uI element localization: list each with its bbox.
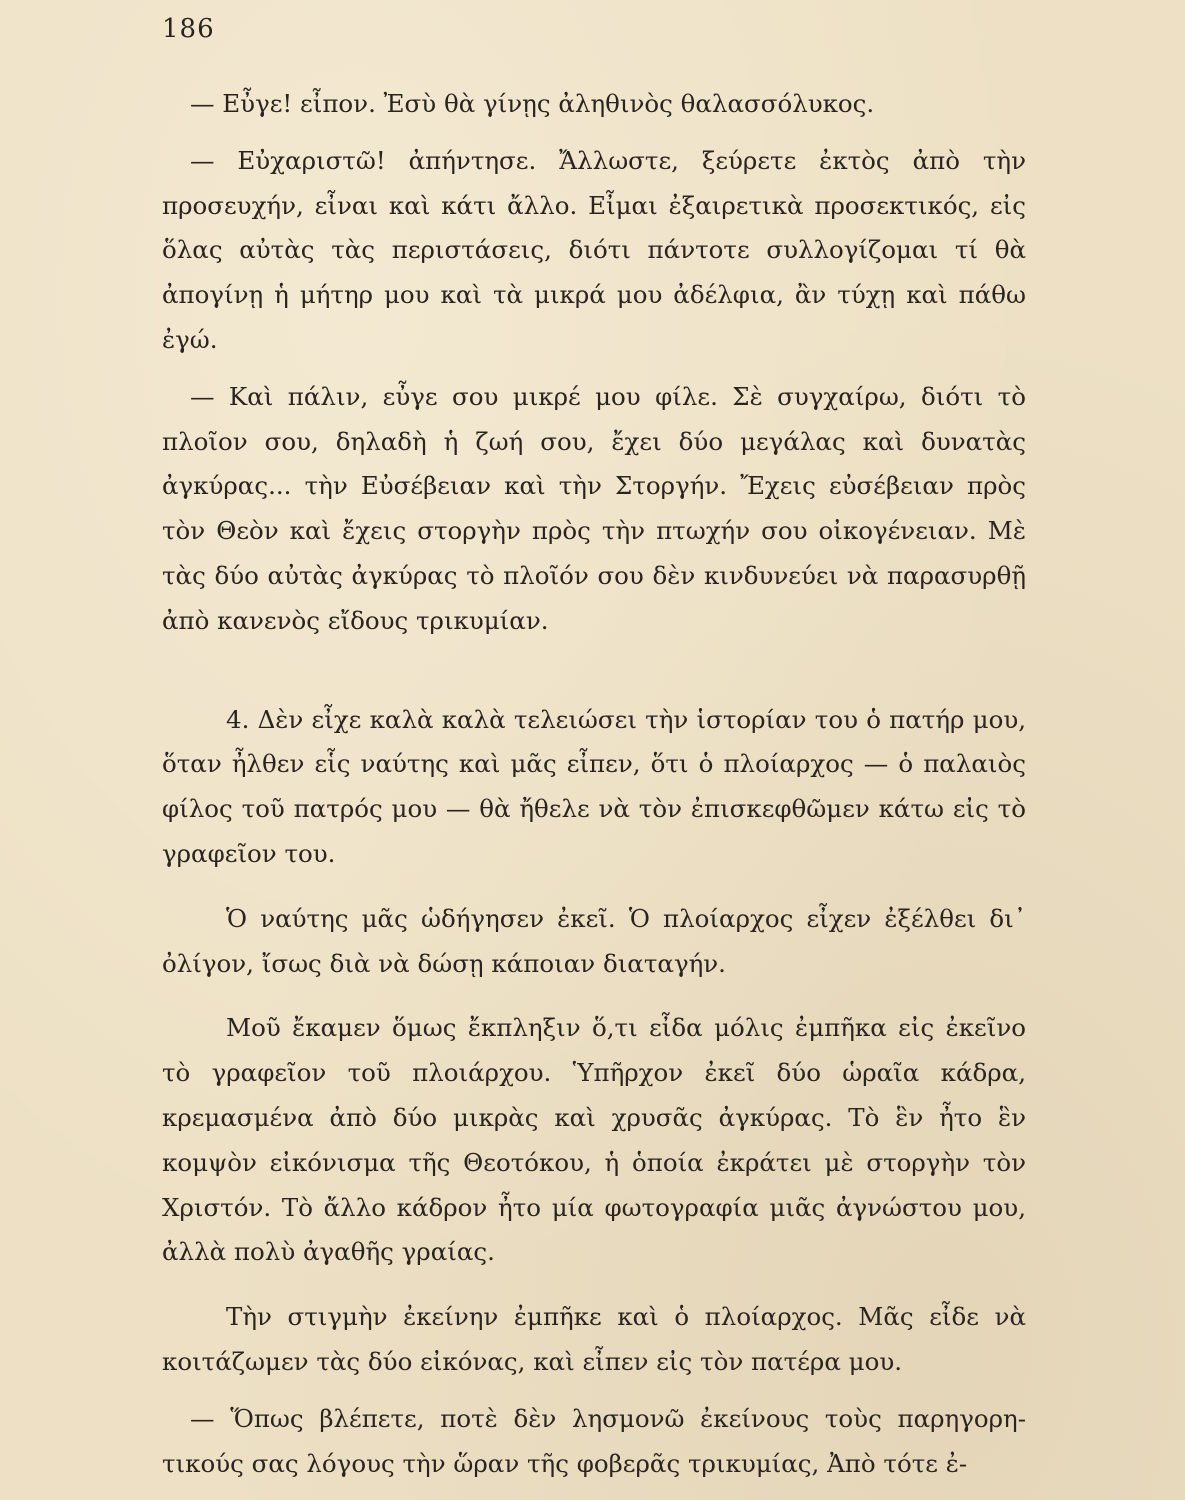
paragraph: — Ὅπως βλέπετε, ποτὲ δὲν λησμονῶ ἐκείνους τοὺς παρηγορητικούς σας λόγους τὴν ὥραν τῆς φοβερᾶς τρικυμίας, Ἀπὸ τότε ἐ-: [162, 1403, 1026, 1478]
body-text: [162, 82, 1026, 1486]
section-4-paragraph: 4. Δὲν εἶχε καλὰ καλὰ τελειώσει τὴν ἱστορίαν του ὁ πατήρ μου, ὅταν ἦλθεν εἷς ναύτης καὶ μᾶς εἶπεν, ὅτι ὁ πλοίαρχος — ὁ παλαιὸς φίλος τοῦ πατρός μου — θὰ ἤθελε νὰ τὸν ἐπισκεφθῶμεν κάτω εἰς τὸ γραφεῖον του.: [162, 704, 1026, 868]
paragraph: Μοῦ ἔκαμεν ὅμως ἔκπληξιν ὅ,τι εἶδα μόλις ἐμπῆκα εἰς ἐκεῖνο τὸ γραφεῖον τοῦ πλοιάρχου. Ὑπῆρχον ἐκεῖ δύο ὡραῖα κάδρα, κρεμασμένα ἀπὸ δύο μικρὰς καὶ χρυσᾶς ἀγκύρας. Τὸ ἓν ἦτο ἓν κομψὸν εἰκόνισμα τῆς Θεοτόκου, ἡ ὁποία ἐκράτει μὲ στοργὴν τὸν Χριστόν. Τὸ ἄλλο κάδρον ἦτο μία φωτογραφία μιᾶς ἀγνώστου μου, ἀλλὰ πολὺ ἀγαθῆς γραίας.: [162, 1013, 1026, 1267]
paragraph: — Εὐχαριστῶ! ἀπήντησε. Ἄλλωστε, ξεύρετε ἐκτὸς ἀπὸ τὴν προσευχήν, εἶναι καὶ κάτι ἄλλο. Εἶμαι ἐξαιρετικὰ προσεκτικός, εἰς ὅλας αὐτὰς τὰς περιστάσεις, διότι πάντοτε συλλογίζομαι τί θὰ ἀπογίνῃ ἡ μήτηρ μου καὶ τὰ μικρά μου ἀδέλφια, ἂν τύχῃ καὶ πάθω ἐγώ.: [162, 145, 1026, 354]
paragraph: — Καὶ πάλιν, εὖγε σου μικρέ μου φίλε. Σὲ συγχαίρω, διότι τὸ πλοῖον σου, δηλαδὴ ἡ ζωή σου, ἔχει δύο μεγάλας καὶ δυνατὰς ἀγκύρας... τὴν Εὐσέβειαν καὶ τὴν Στοργήν. Ἔχεις εὐσέβειαν πρὸς τὸν Θεὸν καὶ ἔχεις στοργὴν πρὸς τὴν πτωχήν σου οἰκογένειαν. Μὲ τὰς δύο αὐτὰς ἀγκύρας τὸ πλοῖόν σου δὲν κινδυνεύει νὰ παρασυρθῇ ἀπὸ κανενὸς εἴδους τρικυμίαν.: [162, 381, 1026, 635]
paragraph: Τὴν στιγμὴν ἐκείνην ἐμπῆκε καὶ ὁ πλοίαρχος. Μᾶς εἶδε νὰ κοιτάζωμεν τὰς δύο εἰκόνας, καὶ εἶπεν εἰς τὸν πατέρα μου.: [162, 1302, 1026, 1376]
paragraph: Ὁ ναύτης μᾶς ὡδήγησεν ἐκεῖ. Ὁ πλοίαρχος εἶχεν ἐξέλθει δι᾽ ὀλίγον, ἴσως διὰ νὰ δώσῃ κάποιαν διαταγήν.: [162, 903, 1026, 978]
page-number: 186: [162, 14, 215, 44]
paragraph: — Εὖγε! εἶπον. Ἐσὺ θὰ γίνῃς ἀληθινὸς θαλασσόλυκος.: [190, 89, 875, 118]
